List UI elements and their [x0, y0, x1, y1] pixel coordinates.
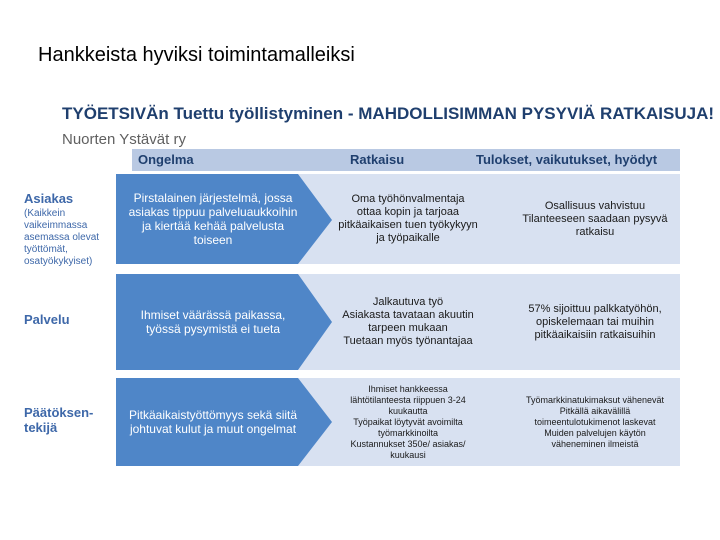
row2-problem-text: Ihmiset väärässä paikassa, työssä pysymistä ei tueta	[140, 308, 286, 336]
column-header-results: Tulokset, vaikutukset, hyödyt	[476, 152, 658, 167]
row1-label: Asiakas	[24, 191, 74, 206]
row2-results-text: 57% sijoittuu palkkatyöhön, opiskelemaan tai muihin pitkäaikaisiin ratkaisuihin	[528, 302, 662, 341]
row3-label: Päätöksen-tekijä	[24, 405, 94, 435]
row2-label: Palvelu	[24, 312, 70, 327]
row1-sublabel: (Kaikkein vaikeimmassa asemassa olevat työttömät, osatyökykyiset)	[24, 208, 100, 267]
row3-problem-text: Pitkäaikaistyöttömyys sekä siitä johtuvat kulut ja muut ongelmat	[128, 408, 298, 436]
row3-results-text: Työmarkkinatukimaksut vähenevät Pitkällä aikavälillä toimeentulotukimenot laskevat Muiden palvelujen käytön väheneminen ilmeistä	[525, 394, 665, 449]
diagram-heading: TYÖETSIVÄn Tuettu työllistyminen - MAHDOLLISIMMAN PYSYVIÄ RATKAISUJA!	[62, 104, 715, 123]
row1-problem-text: Pirstalainen järjestelmä, jossa asiakas tippuu palveluaukkoihin ja kiertää kehää palvelusta toiseen	[128, 191, 298, 247]
row3-solution-text: Ihmiset hankkeessa lähtötilanteesta riippuen 3-24 kuukautta Työpaikat löytyvät avoimilta työmarkkinoilta Kustannukset 350e/ asiakas/ kuukausi	[350, 383, 466, 460]
diagram-subheading: Nuorten Ystävät ry	[62, 131, 186, 148]
slide-title: Hankkeista hyviksi toimintamalleiksi	[38, 44, 355, 66]
row1-solution-text: Oma työhönvalmentaja ottaa kopin ja tarjoaa pitkäaikaisen tuen työkykyyn ja työpaikalle	[338, 193, 478, 244]
column-header-problem: Ongelma	[138, 152, 194, 167]
row2-solution-text: Jalkautuva työ Asiakasta tavataan akuutin tarpeen mukaan Tuetaan myös työnantajaa	[342, 296, 474, 347]
column-header-solution: Ratkaisu	[350, 152, 405, 167]
row1-results-text: Osallisuus vahvistuu Tilanteeseen saadaan pysyvä ratkaisu	[522, 199, 668, 238]
